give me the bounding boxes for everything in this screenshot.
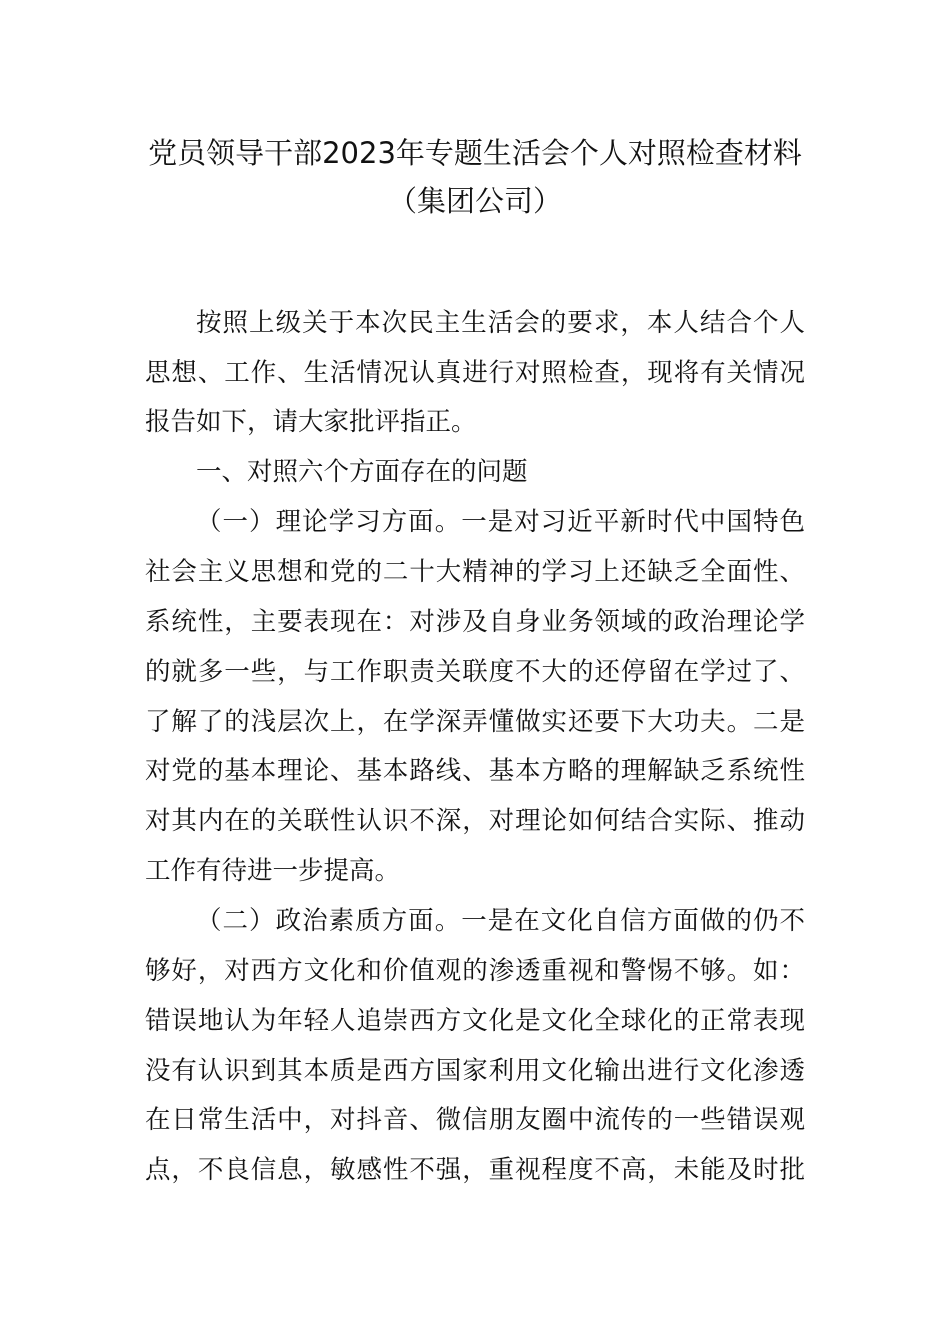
part1-line-6: 对党的基本理论、基本路线、基本方略的理解缺乏系统性 — [145, 756, 805, 786]
part1-line-1: （一）理论学习方面。一是对习近平新时代中国特色 — [196, 507, 805, 537]
section-heading: 一、对照六个方面存在的问题 — [196, 457, 528, 487]
part2-line-5: 在日常生活中，对抖音、微信朋友圈中流传的一些错误观 — [145, 1105, 805, 1135]
part1-line-8: 工作有待进一步提高。 — [145, 856, 401, 886]
part1-line-5: 了解了的浅层次上，在学深弄懂做实还要下大功夫。二是 — [145, 707, 805, 737]
part2-line-1: （二）政治素质方面。一是在文化自信方面做的仍不 — [196, 906, 805, 936]
intro-line-2: 思想、工作、生活情况认真进行对照检查，现将有关情况 — [145, 358, 805, 388]
part1-line-4: 的就多一些，与工作职责关联度不大的还停留在学过了、 — [145, 657, 805, 687]
part2-line-3: 错误地认为年轻人追崇西方文化是文化全球化的正常表现 — [145, 1006, 805, 1036]
part2-line-4: 没有认识到其本质是西方国家利用文化输出进行文化渗透 — [145, 1056, 805, 1086]
intro-line-1: 按照上级关于本次民主生活会的要求，本人结合个人 — [196, 308, 805, 338]
document-subtitle: （集团公司） — [387, 184, 562, 218]
part2-line-6: 点，不良信息，敏感性不强，重视程度不高，未能及时批 — [145, 1155, 805, 1185]
part1-line-2: 社会主义思想和党的二十大精神的学习上还缺乏全面性、 — [145, 557, 805, 587]
part1-line-7: 对其内在的关联性认识不深，对理论如何结合实际、推动 — [145, 806, 805, 836]
intro-line-3: 报告如下，请大家批评指正。 — [145, 407, 477, 437]
part1-line-3: 系统性，主要表现在：对涉及自身业务领域的政治理论学 — [145, 607, 805, 637]
document-title: 党员领导干部2023年专题生活会个人对照检查材料 — [148, 136, 802, 170]
part2-line-2: 够好，对西方文化和价值观的渗透重视和警惕不够。如： — [145, 956, 805, 986]
